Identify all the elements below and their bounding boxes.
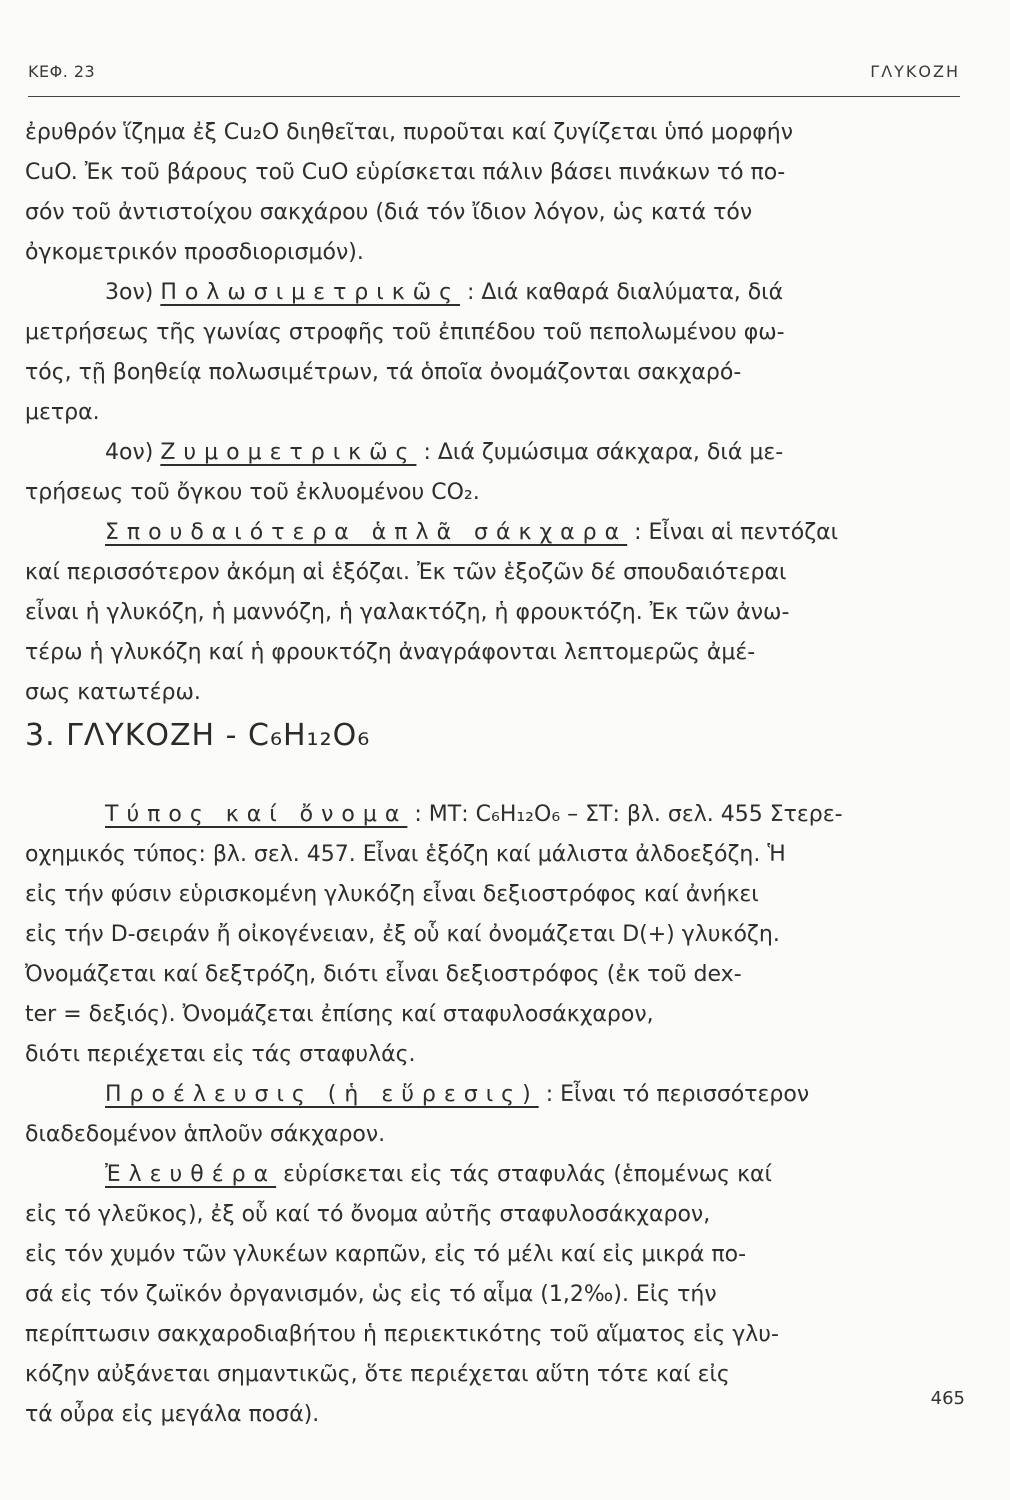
body-line: εἰς τό γλεῦκος), ἐξ οὗ καί τό ὄνομα αὐτῆς σταφυλοσάκχαρον, [25, 1202, 711, 1227]
body-line: τά οὖρα εἰς μεγάλα ποσά). [25, 1402, 320, 1427]
body-line: σά εἰς τόν ζωϊκόν ὀργανισμόν, ὡς εἰς τό αἷμα (1,2‰). Εἰς τήν [25, 1282, 717, 1307]
body-line: διαδεδομένον ἁπλοῦν σάκχαρον. [25, 1122, 386, 1147]
item-number: 4ον) [105, 440, 154, 465]
body-line: καί περισσότερον ἀκόμη αἱ ἑξόζαι. Ἐκ τῶν ἑξοζῶν δέ σπουδαιότεραι [25, 560, 787, 585]
paragraph-text: : ΜΤ: C₆H₁₂O₆ – ΣΤ: βλ. σελ. 455 Στερε- [414, 802, 843, 827]
paragraph-heading: Τύπος καί ὄνομα [105, 802, 408, 827]
body-line: περίπτωσιν σακχαροδιαβήτου ἡ περιεκτικότης τοῦ αἵματος εἰς γλυ- [25, 1322, 779, 1347]
paragraph-text: εὑρίσκεται εἰς τάς σταφυλάς (ἑπομένως καί [283, 1162, 772, 1187]
paragraph-heading: Σπουδαιότερα ἁπλᾶ σάκχαρα [105, 520, 628, 545]
item-text: : Διά καθαρά διαλύματα, διά [467, 280, 784, 305]
body-line: διότι περιέχεται εἰς τάς σταφυλάς. [25, 1042, 416, 1067]
body-line: ὀγκομετρικόν προσδιορισμόν). [25, 240, 364, 265]
body-line: εἶναι ἡ γλυκόζη, ἡ μαννόζη, ἡ γαλακτόζη, ἡ φρουκτόζη. Ἐκ τῶν ἀνω- [25, 600, 790, 625]
paragraph-heading: Ἐλευθέρα [105, 1162, 277, 1187]
item-3-first-line [105, 278, 970, 308]
body-line: εἰς τήν D-σειράν ἤ οἰκογένειαν, ἐξ οὗ καί ὀνομάζεται D(+) γλυκόζη. [25, 922, 780, 947]
page-number: 465 [930, 1388, 965, 1409]
body-line: κόζην αὐξάνεται σημαντικῶς, ὅτε περιέχεται αὕτη τότε καί εἰς [25, 1362, 730, 1387]
body-line: CuO. Ἐκ τοῦ βάρους τοῦ CuO εὑρίσκεται πάλιν βάσει πινάκων τό πο- [25, 160, 786, 185]
paragraph-text: : Εἶναι τό περισσότερον [545, 1082, 810, 1107]
body-line: τρήσεως τοῦ ὄγκου τοῦ ἐκλυομένου CO₂. [25, 480, 480, 505]
item-heading: Ζυμομετρικῶς [160, 440, 417, 465]
section-title: 3. ΓΛΥΚΟΖΗ - C₆H₁₂O₆ [25, 718, 371, 753]
body-line: οχημικός τύπος: βλ. σελ. 457. Εἶναι ἑξόζη καί μάλιστα ἀλδοεξόζη. Ἡ [25, 842, 786, 867]
body-line: ἐρυθρόν ἵζημα ἐξ Cu₂O διηθεῖται, πυροῦται καί ζυγίζεται ὑπό μορφήν [25, 120, 794, 145]
body-line: σόν τοῦ ἀντιστοίχου σακχάρου (διά τόν ἴδιον λόγον, ὡς κατά τόν [25, 200, 753, 225]
paragraph-text: : Εἶναι αἱ πεντόζαι [634, 520, 839, 545]
chapter-label: ΚΕΦ. 23 [28, 62, 96, 81]
origin-first-line [105, 1080, 970, 1110]
body-line: μετρήσεως τῆς γωνίας στροφῆς τοῦ ἐπιπέδου τοῦ πεπολωμένου φω- [25, 320, 785, 345]
body-line: ter = δεξιός). Ὀνομάζεται ἐπίσης καί σταφυλοσάκχαρον, [25, 1002, 654, 1027]
running-title: ΓΛΥΚΟΖΗ [870, 62, 960, 81]
important-first-line [105, 518, 970, 548]
body-line: μετρα. [25, 400, 100, 425]
item-number: 3ον) [105, 280, 154, 305]
free-first-line [105, 1160, 970, 1190]
body-line: τέρω ἡ γλυκόζη καί ἡ φρουκτόζη ἀναγράφονται λεπτομερῶς ἀμέ- [25, 640, 756, 665]
body-line: εἰς τόν χυμόν τῶν γλυκέων καρπῶν, εἰς τό μέλι καί εἰς μικρά πο- [25, 1242, 747, 1267]
item-4-first-line [105, 438, 970, 468]
body-line: τός, τῇ βοηθείᾳ πολωσιμέτρων, τά ὁποῖα ὀνομάζονται σακχαρό- [25, 360, 742, 385]
body-line: Ὀνομάζεται καί δεξτρόζη, διότι εἶναι δεξιοστρόφος (ἐκ τοῦ dex- [25, 962, 742, 987]
header-rule [28, 96, 960, 97]
item-text: : Διά ζυμώσιμα σάκχαρα, διά με- [423, 440, 784, 465]
type-first-line [105, 800, 970, 830]
body-line: σως κατωτέρω. [25, 680, 201, 705]
body-line: εἰς τήν φύσιν εὑρισκομένη γλυκόζη εἶναι δεξιοστρόφος καί ἀνήκει [25, 882, 759, 907]
paragraph-heading: Προέλευσις (ἡ εὕρεσις) [105, 1082, 539, 1107]
item-heading: Πολωσιμετρικῶς [160, 280, 461, 305]
